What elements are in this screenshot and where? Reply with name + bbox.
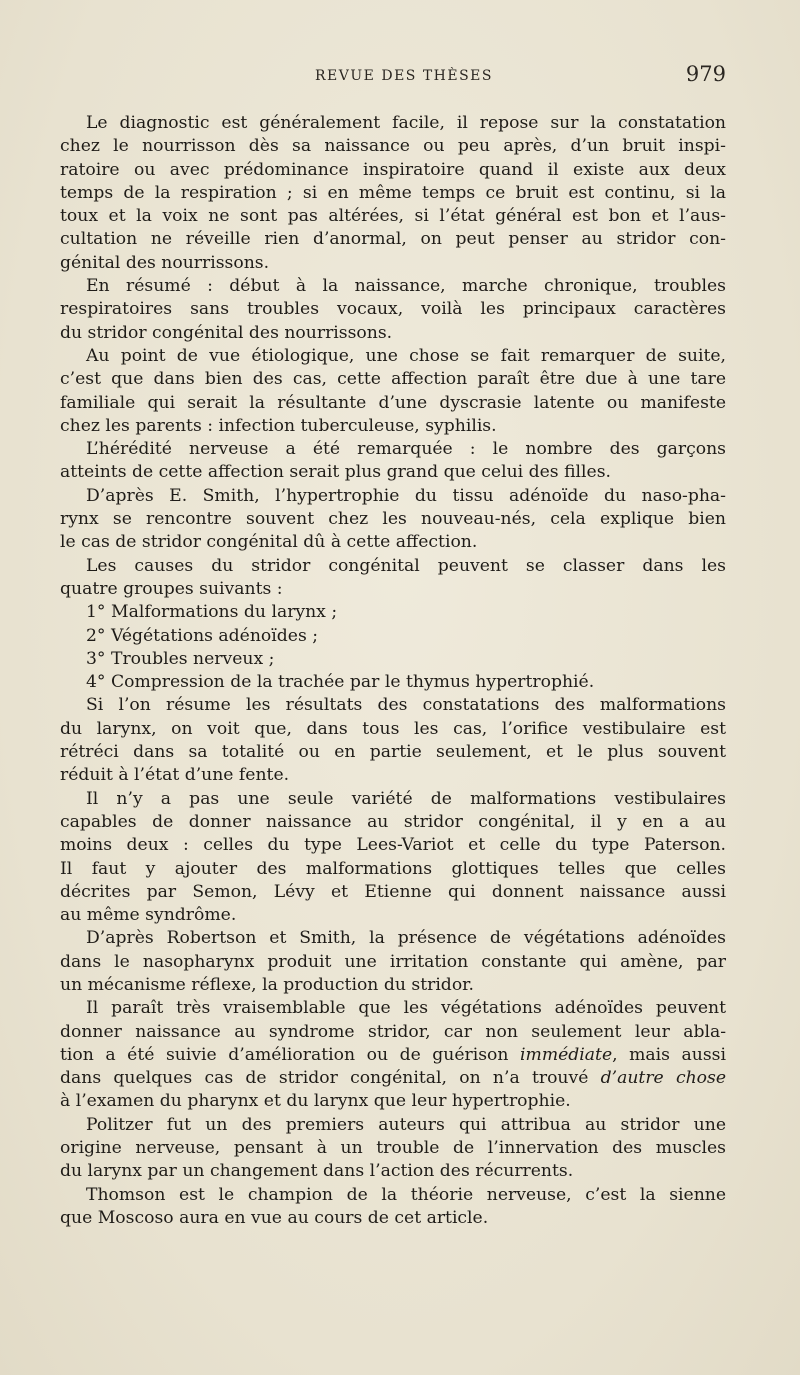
line-text: réduit à l’état d’une fente. — [60, 765, 290, 786]
line-text: Il faut y ajouter des malformations glottiques telles que celles — [60, 858, 726, 879]
line-text: un mécanisme réflexe, la production du stridor. — [60, 974, 474, 995]
line-text: chez le nourrisson dès sa naissance ou peu après, d’un bruit inspi- — [60, 136, 726, 157]
text-line — [60, 741, 726, 764]
line-text: à l’examen du pharynx et du larynx que leur hypertrophie. — [60, 1091, 571, 1112]
line-text: c’est que dans bien des cas, cette affection paraît être due à une tare — [60, 369, 726, 390]
text-line — [60, 951, 726, 974]
text-line — [60, 1207, 726, 1230]
text-line — [60, 415, 726, 438]
line-text: D’après Robertson et Smith, la présence de végétations adénoïdes — [86, 928, 726, 949]
line-text: rynx se rencontre souvent chez les nouveau-nés, cela explique bien — [60, 509, 726, 530]
line-text: que Moscoso aura en vue au cours de cet article. — [60, 1207, 489, 1228]
text-line — [60, 764, 726, 787]
line-text: origine nerveuse, pensant à un trouble de l’innervation des muscles — [60, 1138, 726, 1159]
line-text: 2° Végétations adénoïdes ; — [86, 625, 319, 646]
text-line — [60, 485, 726, 508]
text-line — [60, 555, 726, 578]
text-line — [60, 1090, 726, 1113]
text-line — [60, 997, 726, 1020]
page-header — [60, 62, 726, 90]
line-text: familiale qui serait la résultante d’une dyscrasie latente ou manifeste — [60, 392, 726, 413]
text-line — [60, 1184, 726, 1207]
line-text: tion a été suivie d’amélioration ou de guérison — [60, 1044, 521, 1065]
text-line — [60, 322, 726, 345]
text-line — [60, 1021, 726, 1044]
line-text: En résumé : début à la naissance, marche chronique, troubles — [86, 276, 726, 297]
line-text: L’hérédité nerveuse a été remarquée : le nombre des garçons — [86, 439, 726, 460]
body-text — [60, 112, 726, 1230]
text-line — [60, 1160, 726, 1183]
line-text: génital des nourrissons. — [60, 252, 270, 273]
line-text: D’après E. Smith, l’hypertrophie du tissu adénoïde du naso-pha- — [86, 485, 726, 506]
line-text: le cas de stridor congénital dû à cette affection. — [60, 532, 478, 553]
text-line — [60, 368, 726, 391]
line-text: quatre groupes suivants : — [60, 578, 283, 599]
text-line — [60, 392, 726, 415]
line-text: Si l’on résume les résultats des constatations des malformations — [86, 695, 726, 716]
text-line — [60, 531, 726, 554]
line-text: 3° Troubles nerveux ; — [86, 648, 275, 669]
text-line — [60, 1137, 726, 1160]
text-line — [60, 1044, 726, 1067]
line-text: Thomson est le champion de la théorie nerveuse, c’est la sienne — [86, 1184, 726, 1205]
line-text-after: , mais aussi — [612, 1044, 726, 1065]
line-text: capables de donner naissance au stridor congénital, il y en a au — [60, 811, 726, 832]
text-line — [60, 927, 726, 950]
text-line — [60, 1067, 726, 1090]
text-line — [60, 811, 726, 834]
text-line — [60, 228, 726, 251]
text-line — [60, 438, 726, 461]
line-text: au même syndrôme. — [60, 905, 237, 926]
line-text: respiratoires sans troubles vocaux, voilà les principaux caractères — [60, 299, 726, 320]
line-text: chez les parents : infection tuberculeuse, syphilis. — [60, 415, 497, 436]
line-text: dans quelques cas de stridor congénital, on n’a trouvé — [60, 1068, 601, 1089]
line-text: 1° Malformations du larynx ; — [86, 602, 338, 623]
text-line — [60, 345, 726, 368]
line-text: Politzer fut un des premiers auteurs qui attribua au stridor une — [86, 1114, 726, 1135]
running-title: REVUE DES THÈSES — [315, 68, 493, 84]
line-text: du larynx par un changement dans l’action des récurrents. — [60, 1161, 574, 1182]
line-text: ratoire ou avec prédominance inspiratoire quand il existe aux deux — [60, 159, 726, 180]
text-line — [60, 881, 726, 904]
text-line — [60, 858, 726, 881]
line-text: Au point de vue étiologique, une chose se fait remarquer de suite, — [86, 345, 726, 366]
text-line — [60, 578, 726, 601]
text-line — [60, 625, 726, 648]
text-line — [60, 648, 726, 671]
line-italic-text: immédiate — [520, 1044, 613, 1065]
line-text: du stridor congénital des nourrissons. — [60, 322, 393, 343]
text-line — [60, 112, 726, 135]
text-line — [60, 461, 726, 484]
text-line — [60, 252, 726, 275]
line-text: Il paraît très vraisemblable que les végétations adénoïdes peuvent — [86, 998, 726, 1019]
text-line — [60, 788, 726, 811]
line-text: 4° Compression de la trachée par le thymus hypertrophié. — [86, 672, 595, 693]
line-text: rétréci dans sa totalité ou en partie seulement, et le plus souvent — [60, 742, 726, 763]
text-line — [60, 205, 726, 228]
line-text: du larynx, on voit que, dans tous les cas, l’orifice vestibulaire est — [60, 718, 726, 739]
text-line — [60, 974, 726, 997]
text-line — [60, 135, 726, 158]
line-text: Il n’y a pas une seule variété de malformations vestibulaires — [86, 788, 726, 809]
line-text: Le diagnostic est généralement facile, il repose sur la constatation — [86, 113, 726, 133]
line-italic-text: d’autre chose — [600, 1068, 726, 1089]
line-text: Les causes du stridor congénital peuvent se classer dans les — [86, 555, 726, 576]
page-number: 979 — [685, 62, 726, 86]
line-text: temps de la respiration ; si en même temps ce bruit est continu, si la — [60, 182, 726, 203]
line-text: décrites par Semon, Lévy et Etienne qui donnent naissance aussi — [60, 881, 726, 902]
text-line — [60, 718, 726, 741]
text-line — [60, 601, 726, 624]
text-line — [60, 298, 726, 321]
line-text: dans le nasopharynx produit une irritation constante qui amène, par — [60, 951, 726, 972]
text-line — [60, 182, 726, 205]
text-line — [60, 508, 726, 531]
line-text: cultation ne réveille rien d’anormal, on peut penser au stridor con- — [60, 229, 726, 250]
line-text: atteints de cette affection serait plus grand que celui des filles. — [60, 462, 611, 483]
line-text: moins deux : celles du type Lees-Variot et celle du type Paterson. — [60, 835, 726, 856]
text-line — [60, 904, 726, 927]
text-line — [60, 694, 726, 717]
text-line — [60, 671, 726, 694]
text-line — [60, 275, 726, 298]
text-line — [60, 1114, 726, 1137]
line-text: donner naissance au syndrome stridor, car non seulement leur abla- — [60, 1021, 726, 1042]
line-text: toux et la voix ne sont pas altérées, si l’état général est bon et l’aus- — [60, 206, 726, 227]
text-line — [60, 159, 726, 182]
text-line — [60, 834, 726, 857]
